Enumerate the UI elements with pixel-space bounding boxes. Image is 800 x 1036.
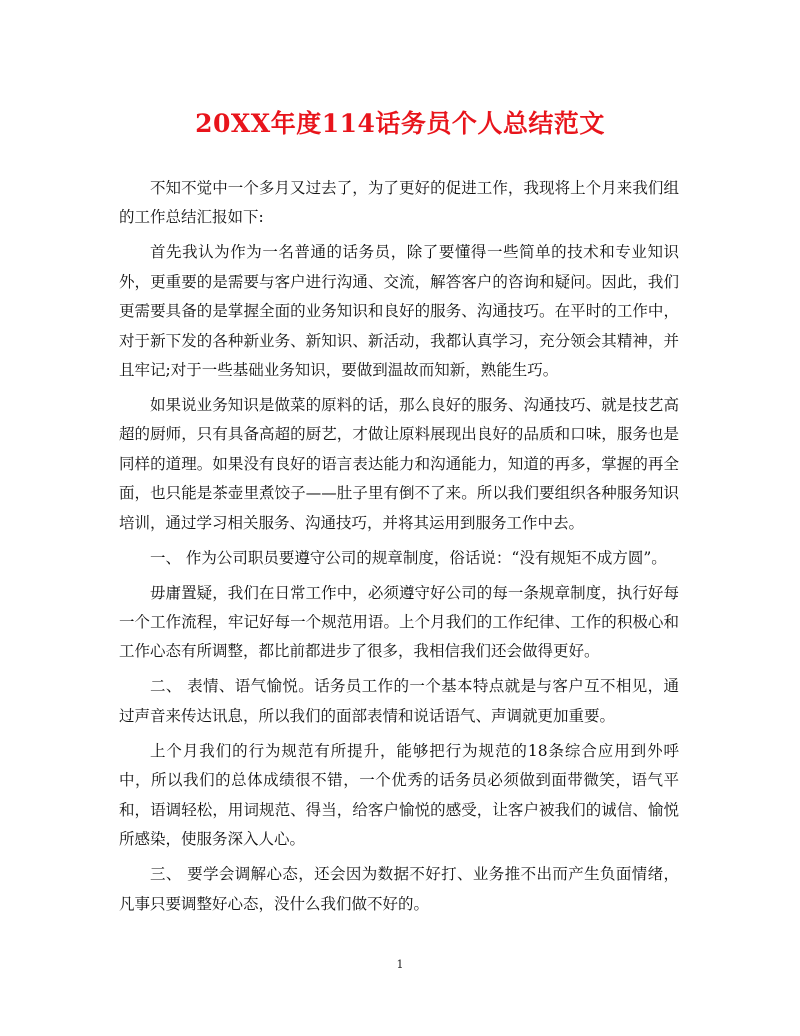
paragraph: 三、 要学会调解心态，还会因为数据不好打、业务推不出而产生负面情绪，凡事只要调整好心态，没什么我们做不好的。	[119, 865, 679, 913]
paragraph: 如果说业务知识是做菜的原料的话，那么良好的服务、沟通技巧、就是技艺高超的厨师，只有具备高超的厨艺，才做让原料展现出良好的品质和口味，服务也是同样的道理。如果没有良好的语言表达能力和沟通能力，知道的再多，掌握的再全面，也只能是茶壶里煮饺子——肚子里有倒不了来。所以我们要组织各种服务知识培训，通过学习相关服务、沟通技巧，并将其运用到服务工作中去。	[119, 396, 679, 532]
paragraph: 一、 作为公司职员要遵守公司的规章制度，俗话说：“没有规矩不成方圆”。	[150, 548, 667, 567]
document-body	[119, 174, 679, 925]
paragraph: 首先我认为作为一名普通的话务员，除了要懂得一些简单的技术和专业知识外，更重要的是需要与客户进行沟通、交流，解答客户的咨询和疑问。因此，我们更需要具备的是掌握全面的业务知识和良好的服务、沟通技巧。在平时的工作中，对于新下发的各种新业务、新知识、新活动，我都认真学习，充分领会其精神，并且牢记;对于一些基础业务知识，要做到温故而知新，熟能生巧。	[119, 243, 679, 380]
paragraph: 二、 表情、语气愉悦。话务员工作的一个基本特点就是与客户互不相见，通过声音来传达讯息，所以我们的面部表情和说话语气、声调就更加重要。	[119, 677, 679, 725]
paragraph: 上个月我们的行为规范有所提升，能够把行为规范的18条综合应用到外呼中，所以我们的总体成绩很不错，一个优秀的话务员必须做到面带微笑，语气平和，语调轻松，用词规范、得当，给客户愉悦的感受，让客户被我们的诚信、愉悦所感染，使服务深入人心。	[119, 741, 679, 849]
paragraph: 不知不觉中一个多月又过去了，为了更好的促进工作，我现将上个月来我们组的工作总结汇报如下:	[119, 179, 679, 227]
document-title: 20XX年度114话务员个人总结范文	[195, 109, 605, 138]
page-number: 1	[396, 958, 404, 971]
paragraph: 毋庸置疑，我们在日常工作中，必须遵守好公司的每一条规章制度，执行好每一个工作流程，牢记好每一个规范用语。上个月我们的工作纪律、工作的积极心和工作心态有所调整，都比前都进步了很多，我相信我们还会做得更好。	[119, 583, 679, 661]
